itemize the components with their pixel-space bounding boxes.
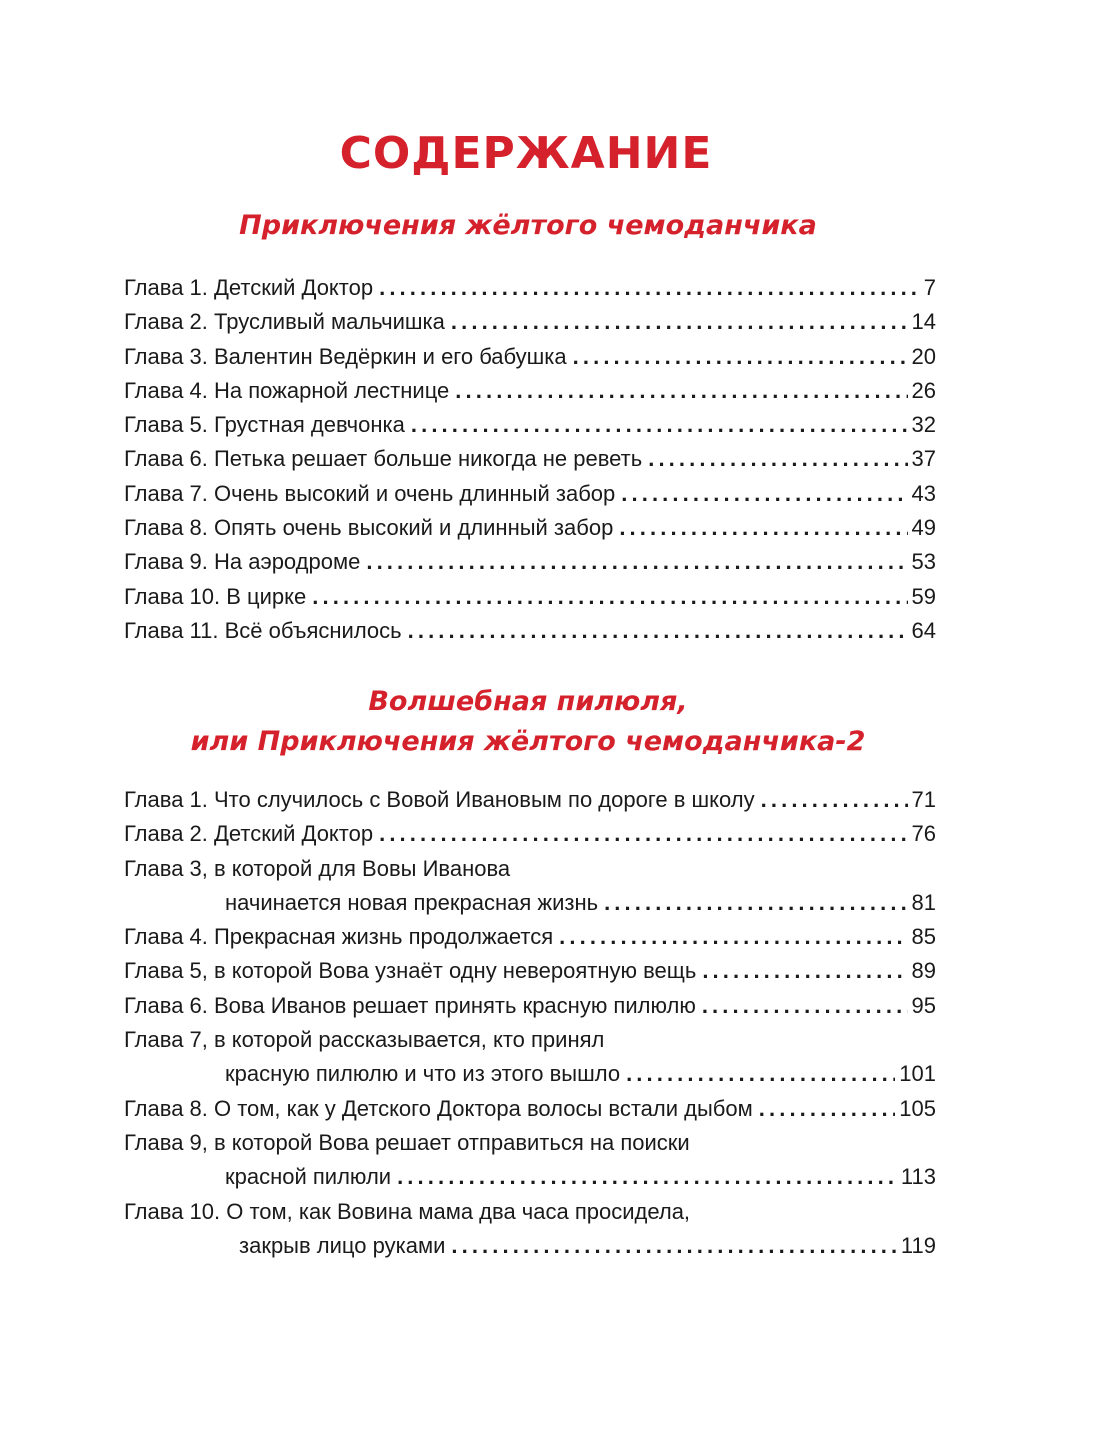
entry-label: Глава 4. На пожарной лестнице: [124, 377, 450, 403]
dot-leader: [312, 580, 907, 614]
entry-page-number: 59: [911, 583, 936, 609]
entry-label: Глава 3. Валентин Ведёркин и его бабушка: [124, 343, 567, 369]
dot-leader: [626, 1057, 895, 1091]
dot-leader: [604, 886, 907, 920]
toc-entry-two-line[interactable]: [124, 852, 936, 921]
entry-label-first-line: Глава 10. О том, как Вовина мама два часа просидела,: [124, 1198, 691, 1224]
entry-label: Глава 5, в которой Вова узнаёт одну невероятную вещь: [124, 958, 697, 984]
toc-entry[interactable]: [124, 305, 936, 339]
dot-leader: [366, 545, 907, 579]
toc-entry[interactable]: [124, 408, 936, 442]
dot-leader: [619, 511, 907, 545]
entry-label-first-line: Глава 9, в которой Вова решает отправиться на поиски: [124, 1129, 690, 1155]
entry-label: красную пилюлю и что из этого вышло: [225, 1061, 621, 1087]
entry-label: Глава 7. Очень высокий и очень длинный забор: [124, 480, 616, 506]
toc-entry-two-line[interactable]: [124, 1195, 936, 1264]
toc-entry[interactable]: [124, 1092, 936, 1126]
dot-leader: [379, 817, 907, 851]
toc-entry[interactable]: [124, 477, 936, 511]
entry-label: закрыв лицо руками: [239, 1232, 446, 1258]
entry-page-number: 76: [911, 821, 936, 847]
toc-entry[interactable]: [124, 954, 936, 988]
entry-label: Глава 10. В цирке: [124, 583, 307, 609]
toc-entry[interactable]: [124, 511, 936, 545]
entry-page-number: 64: [911, 617, 936, 643]
dot-leader: [702, 954, 907, 988]
entry-page-number: 20: [911, 343, 936, 369]
entry-page-number: 101: [899, 1061, 936, 1087]
entry-page-number: 119: [900, 1232, 936, 1258]
entry-page-number: 113: [900, 1164, 936, 1190]
entry-label: Глава 1. Что случилось с Вовой Ивановым по дороге в школу: [124, 787, 755, 812]
entry-page-number: 105: [899, 1095, 936, 1121]
entry-label: Глава 4. Прекрасная жизнь продолжается: [124, 924, 554, 950]
page-title: СОДЕРЖАНИЕ: [339, 128, 713, 179]
toc-entry[interactable]: [124, 817, 936, 851]
toc-entry[interactable]: [124, 271, 936, 305]
dot-leader: [759, 1092, 896, 1126]
entry-page-number: 49: [911, 515, 936, 541]
entry-label: Глава 6. Вова Иванов решает принять красную пилюлю: [124, 992, 696, 1018]
entry-label: Глава 9. На аэродроме: [124, 549, 361, 575]
dot-leader: [451, 1229, 897, 1263]
entry-page-number: 95: [911, 992, 936, 1018]
entry-page-number: 7: [923, 275, 936, 300]
entry-label: Глава 6. Петька решает больше никогда не реветь: [124, 446, 643, 472]
entry-page-number: 71: [911, 787, 936, 812]
entry-label: Глава 1. Детский Доктор: [124, 275, 374, 300]
section-2-title-line-1: Волшебная пилюля,: [368, 686, 688, 717]
dot-leader: [761, 783, 908, 817]
entry-page-number: 32: [911, 412, 936, 438]
toc-entry[interactable]: [124, 374, 936, 408]
dot-leader: [702, 989, 908, 1023]
toc-entry[interactable]: [124, 920, 936, 954]
entry-label: Глава 8. О том, как у Детского Доктора волосы встали дыбом: [124, 1095, 753, 1121]
section-2-title: [0, 682, 1056, 762]
entry-page-number: 14: [911, 309, 936, 335]
entry-label: Глава 5. Грустная девчонка: [124, 412, 405, 438]
entry-page-number: 43: [911, 480, 936, 506]
entry-label-first-line: Глава 7, в которой рассказывается, кто принял: [124, 1027, 605, 1053]
section-1-title: Приключения жёлтого чемоданчика: [239, 210, 817, 241]
dot-leader: [397, 1160, 897, 1194]
entry-label: Глава 2. Детский Доктор: [124, 821, 374, 847]
entry-label: Глава 8. Опять очень высокий и длинный забор: [124, 515, 614, 541]
entry-page-number: 37: [911, 446, 936, 472]
dot-leader: [408, 614, 908, 648]
toc-entry[interactable]: [124, 545, 936, 579]
toc-entry[interactable]: [124, 989, 936, 1023]
dot-leader: [411, 408, 908, 442]
entry-page-number: 89: [911, 958, 936, 984]
dot-leader: [451, 305, 908, 339]
entry-page-number: 81: [911, 889, 936, 915]
entry-label: красной пилюли: [225, 1164, 392, 1190]
toc-entry[interactable]: [124, 442, 936, 476]
entry-page-number: 85: [911, 924, 936, 950]
dot-leader: [648, 442, 907, 476]
toc-entry[interactable]: [124, 580, 936, 614]
entry-label: Глава 2. Трусливый мальчишка: [124, 309, 445, 335]
entry-page-number: 53: [911, 549, 936, 575]
dot-leader: [573, 340, 908, 374]
dot-leader: [559, 920, 907, 954]
toc-entry[interactable]: [124, 614, 936, 648]
section-1-toc: [124, 271, 936, 648]
dot-leader: [621, 477, 907, 511]
section-2-toc: [124, 783, 936, 1263]
toc-entry[interactable]: [124, 340, 936, 374]
entry-label: начинается новая прекрасная жизнь: [225, 889, 599, 915]
entry-page-number: 26: [911, 377, 936, 403]
dot-leader: [455, 374, 907, 408]
toc-entry-two-line[interactable]: [124, 1126, 936, 1195]
section-2-title-line-2: или Приключения жёлтого чемоданчика-2: [190, 726, 866, 757]
entry-label-first-line: Глава 3, в которой для Вовы Иванова: [124, 855, 511, 881]
dot-leader: [379, 271, 920, 305]
entry-label: Глава 11. Всё объяснилось: [124, 617, 402, 643]
toc-entry-two-line[interactable]: [124, 1023, 936, 1092]
toc-entry[interactable]: [124, 783, 936, 817]
